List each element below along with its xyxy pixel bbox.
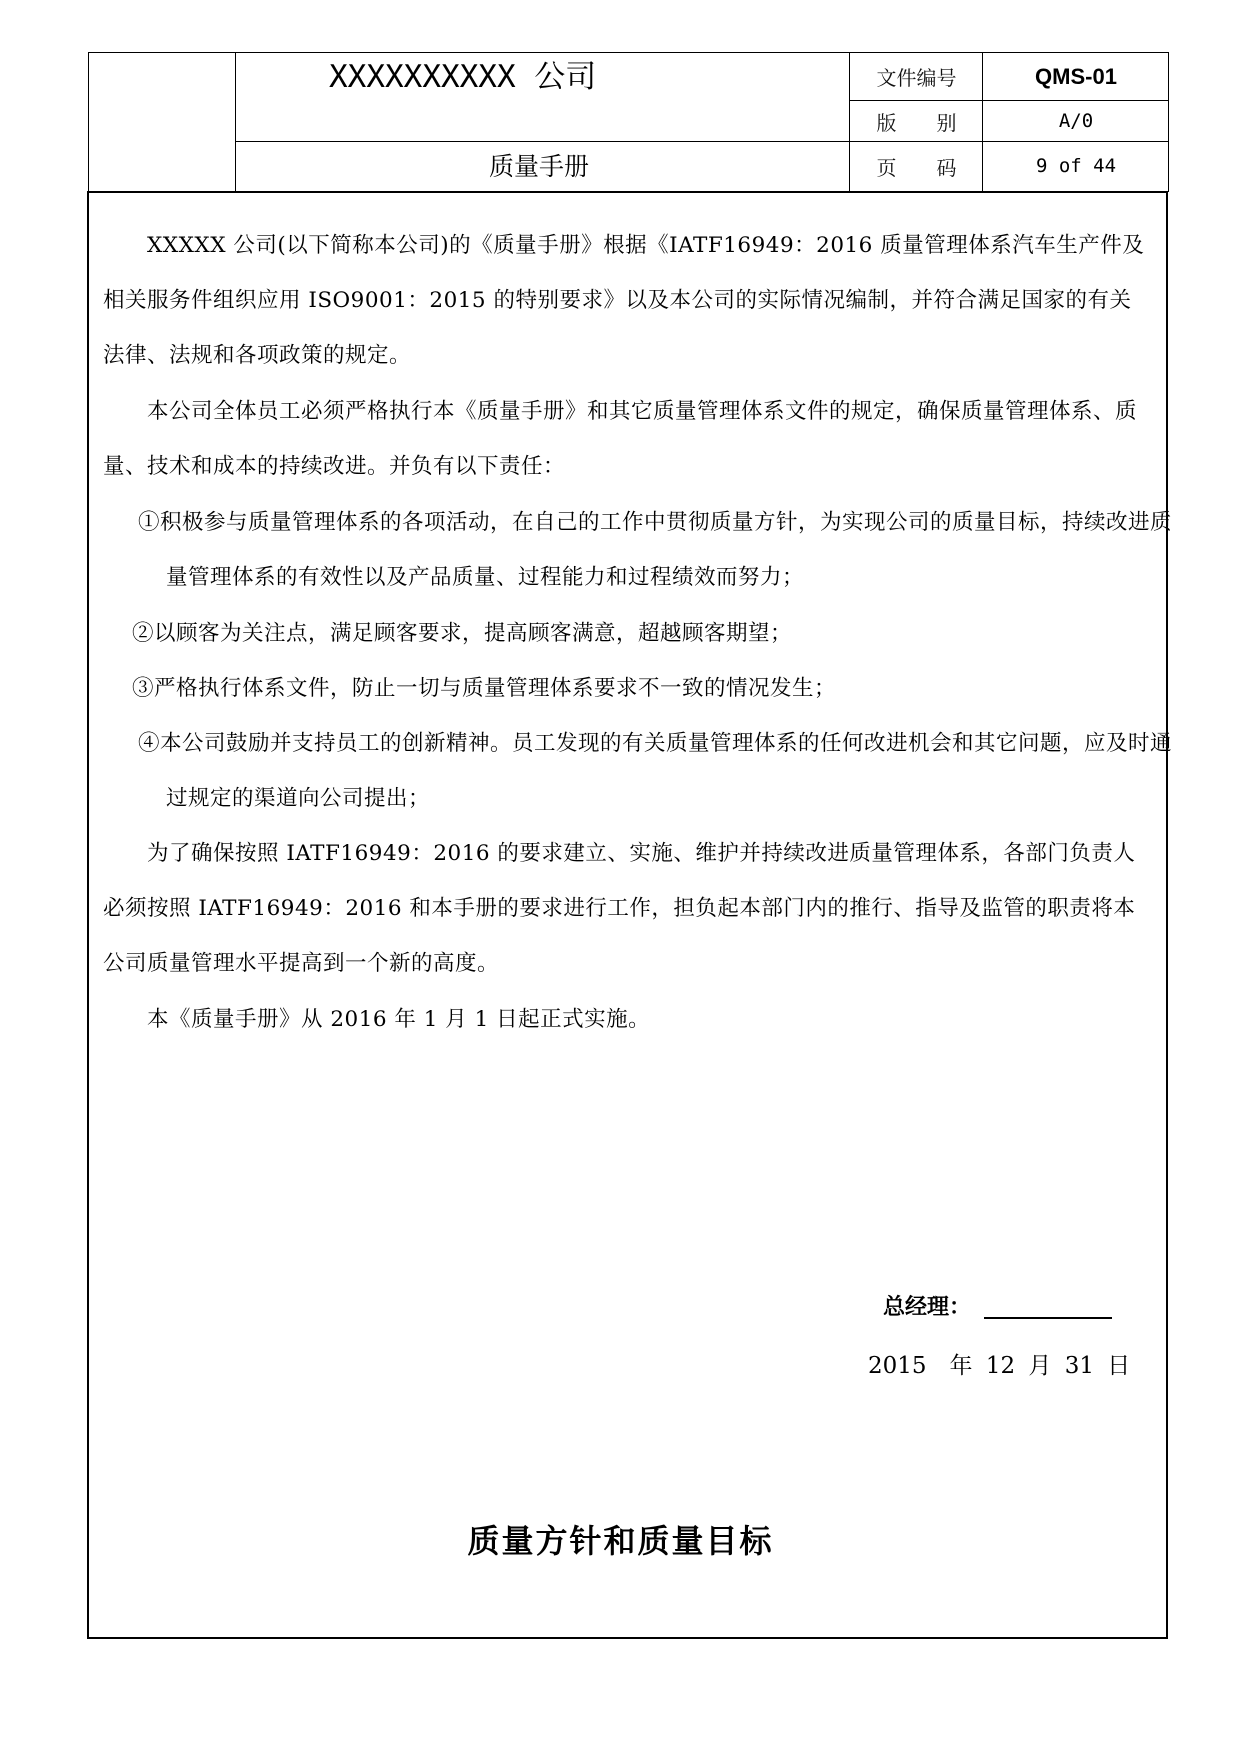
section-title: 质量方针和质量目标 [467,1523,774,1559]
page-value: 9 of 44 [1035,155,1117,177]
company-name: XXXXXXXXXX 公司 [329,58,597,95]
page-label: 页 码 [876,155,957,180]
version-label: 版 别 [876,110,957,135]
version-value: A/0 [1058,110,1094,132]
document-header-table [88,52,1169,192]
signature-date: 2015 年 12 月 31 日 [868,1353,1131,1379]
paragraph-intro: XXXXX 公司(以下简称本公司)的《质量手册》根据《IATF16949：2016 质量管理体系汽车生产件及相关服务件组织应用 ISO9001：2015 的特别要求》以及本公司的实际情况编制，并符合满足国家的有关法律、法规和各项政策的规定。 [103,233,1145,368]
signature-line [984,1317,1112,1319]
paragraph-implementation: 为了确保按照 IATF16949：2016 的要求建立、实施、维护并持续改进质量管理体系，各部门负责人必须按照 IATF16949：2016 和本手册的要求进行工作，担负起本部门内的推行、指导及监管的职责将本公司质量管理水平提高到一个新的高度。 [103,841,1136,976]
general-manager-label: 总经理： [883,1294,972,1319]
doc-number-value: QMS-01 [1035,63,1117,89]
list-item-4: ④本公司鼓励并支持员工的创新精神。员工发现的有关质量管理体系的任何改进机会和其它问题，应及时通过规定的渠道向公司提出； [138,731,1173,811]
paragraph-responsibility: 本公司全体员工必须严格执行本《质量手册》和其它质量管理体系文件的规定，确保质量管理体系、质量、技术和成本的持续改进。并负有以下责任： [103,399,1138,479]
doc-number-label: 文件编号 [876,66,957,90]
paragraph-effective-date: 本《质量手册》从 2016 年 1 月 1 日起正式实施。 [147,1007,651,1032]
list-item-2: ②以顾客为关注点，满足顾客要求，提高顾客满意，超越顾客期望； [132,621,793,646]
list-item-1: ①积极参与质量管理体系的各项活动，在自己的工作中贯彻质量方针，为实现公司的质量目标，持续改进质量管理体系的有效性以及产品质量、过程能力和过程绩效而努力； [138,510,1173,590]
list-item-3: ③严格执行体系文件，防止一切与质量管理体系要求不一致的情况发生； [132,676,837,701]
document-title: 质量手册 [488,152,589,181]
